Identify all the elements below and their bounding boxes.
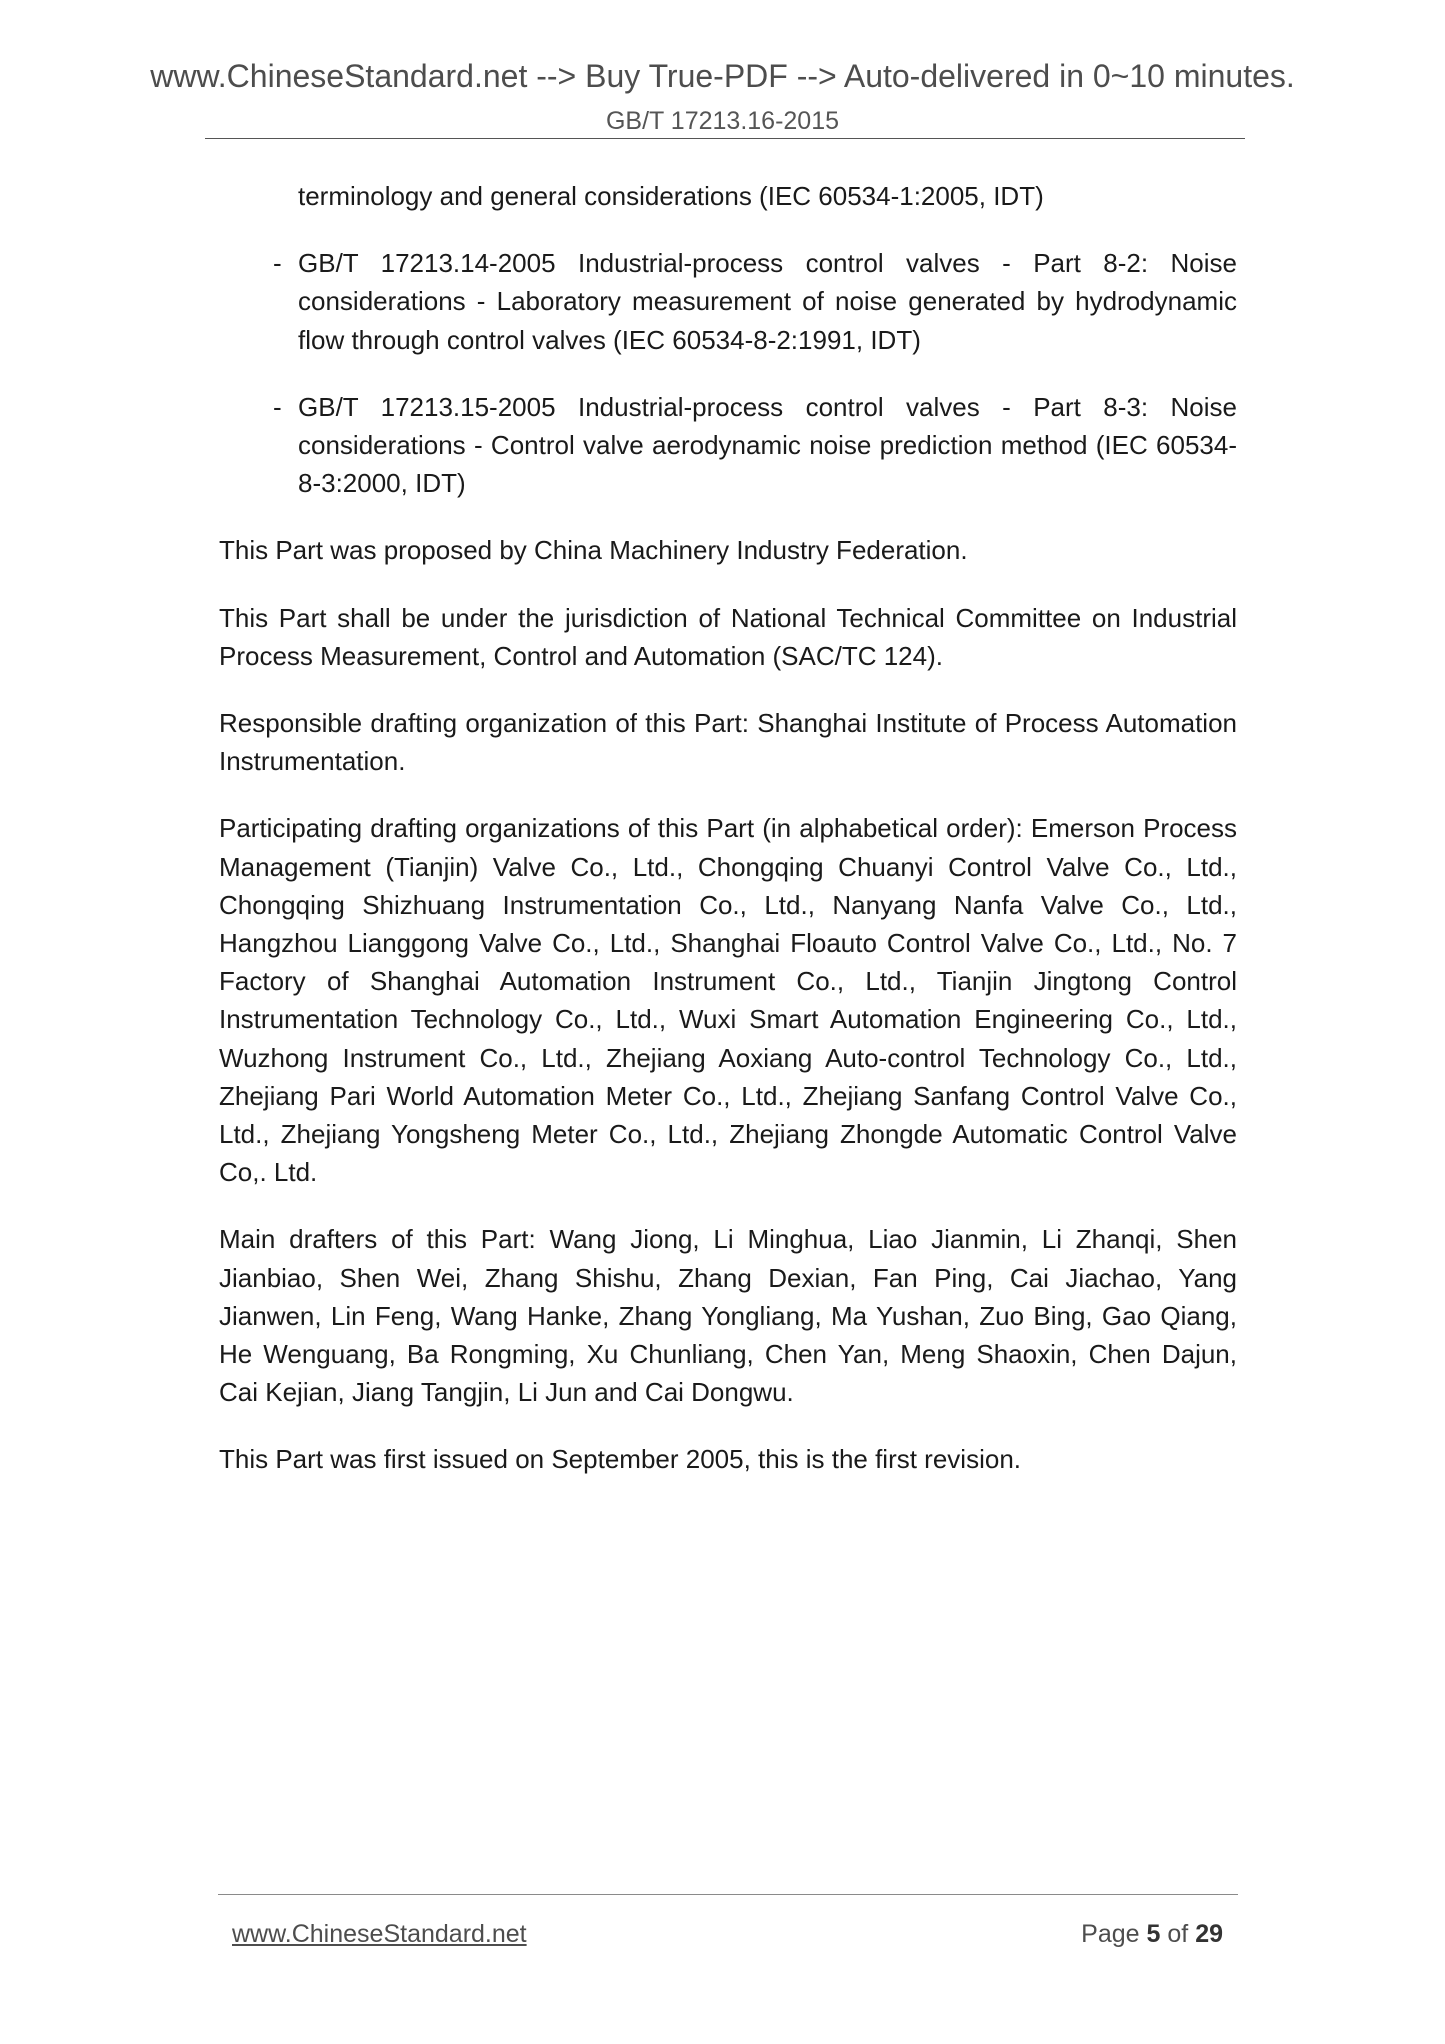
page-prefix: Page (1081, 1920, 1140, 1948)
page-indicator (1081, 1918, 1223, 1950)
issue-history-paragraph: This Part was first issued on September 2005, this is the first revision. (219, 1444, 1022, 1475)
list-item-text: terminology and general considerations (IEC 60534-1:2005, IDT) (298, 181, 1044, 211)
list-item (219, 244, 1237, 359)
proposal-paragraph: This Part was proposed by China Machinery Industry Federation. (219, 535, 968, 566)
list-item (219, 388, 1237, 503)
page-of: of (1167, 1920, 1189, 1948)
list-dash: - (273, 391, 282, 422)
list-item-continuation (219, 177, 1237, 215)
list-dash: - (273, 248, 282, 279)
header-divider (205, 138, 1245, 139)
responsible-organization-paragraph: Responsible drafting organization of this Part: Shanghai Institute of Process Automation Instrumentation. (219, 708, 1237, 777)
jurisdiction-paragraph: This Part shall be under the jurisdiction of National Technical Committee on Industrial Process Measurement, Control and Automation (SAC/TC 124). (219, 602, 1237, 671)
document-body (219, 177, 1237, 1508)
footer-site-link[interactable]: www.ChineseStandard.net (232, 1920, 527, 1948)
footer-divider (218, 1894, 1238, 1895)
page-total: 29 (1195, 1920, 1223, 1948)
top-banner: www.ChineseStandard.net --> Buy True-PDF --> Auto-delivered in 0~10 minutes. (150, 58, 1295, 94)
list-item-text: GB/T 17213.14-2005 Industrial-process control valves - Part 8-2: Noise considerations - Laboratory measurement of noise generated by hydrodynamic flow through control valves (IEC 60534-8-2:1991, IDT) (298, 248, 1237, 355)
main-drafters-paragraph: Main drafters of this Part: Wang Jiong, Li Minghua, Liao Jianmin, Li Zhanqi, Shen Jianbiao, Shen Wei, Zhang Shishu, Zhang Dexian, Fan Ping, Cai Jiachao, Yang Jianwen, Lin Feng, Wang Hanke, Zhang Yongliang, Ma Yushan, Zuo Bing, Gao Qiang, He Wenguang, Ba Rongming, Xu Chunliang, Chen Yan, Meng Shaoxin, Chen Dajun, Cai Kejian, Jiang Tangjin, Li Jun and Cai Dongwu. (219, 1224, 1237, 1408)
page-current: 5 (1146, 1920, 1161, 1948)
participating-organizations-paragraph: Participating drafting organizations of this Part (in alphabetical order): Emerson Process Management (Tianjin) Valve Co., Ltd., Chongqing Chuanyi Control Valve Co., Ltd., Chongqing Shizhuang Instrumentation Co., Ltd., Nanyang Nanfa Valve Co., Ltd., Hangzhou Lianggong Valve Co., Ltd., Shanghai Floauto Control Valve Co., Ltd., No. 7 Factory of Shanghai Automation Instrument Co., Ltd., Tianjin Jingtong Control Instrumentation Technology Co., Ltd., Wuxi Smart Automation Engineering Co., Ltd., Wuzhong Instrument Co., Ltd., Zhejiang Aoxiang Auto-control Technology Co., Ltd., Zhejiang Pari World Automation Meter Co., Ltd., Zhejiang Sanfang Control Valve Co., Ltd., Zhejiang Yongsheng Meter Co., Ltd., Zhejiang Zhongde Automatic Control Valve Co,. Ltd. (219, 813, 1237, 1188)
standard-code: GB/T 17213.16-2015 (605, 107, 840, 135)
list-item-text: GB/T 17213.15-2005 Industrial-process control valves - Part 8-3: Noise considerations - Control valve aerodynamic noise prediction method (IEC 60534-8-3:2000, IDT) (298, 391, 1237, 499)
